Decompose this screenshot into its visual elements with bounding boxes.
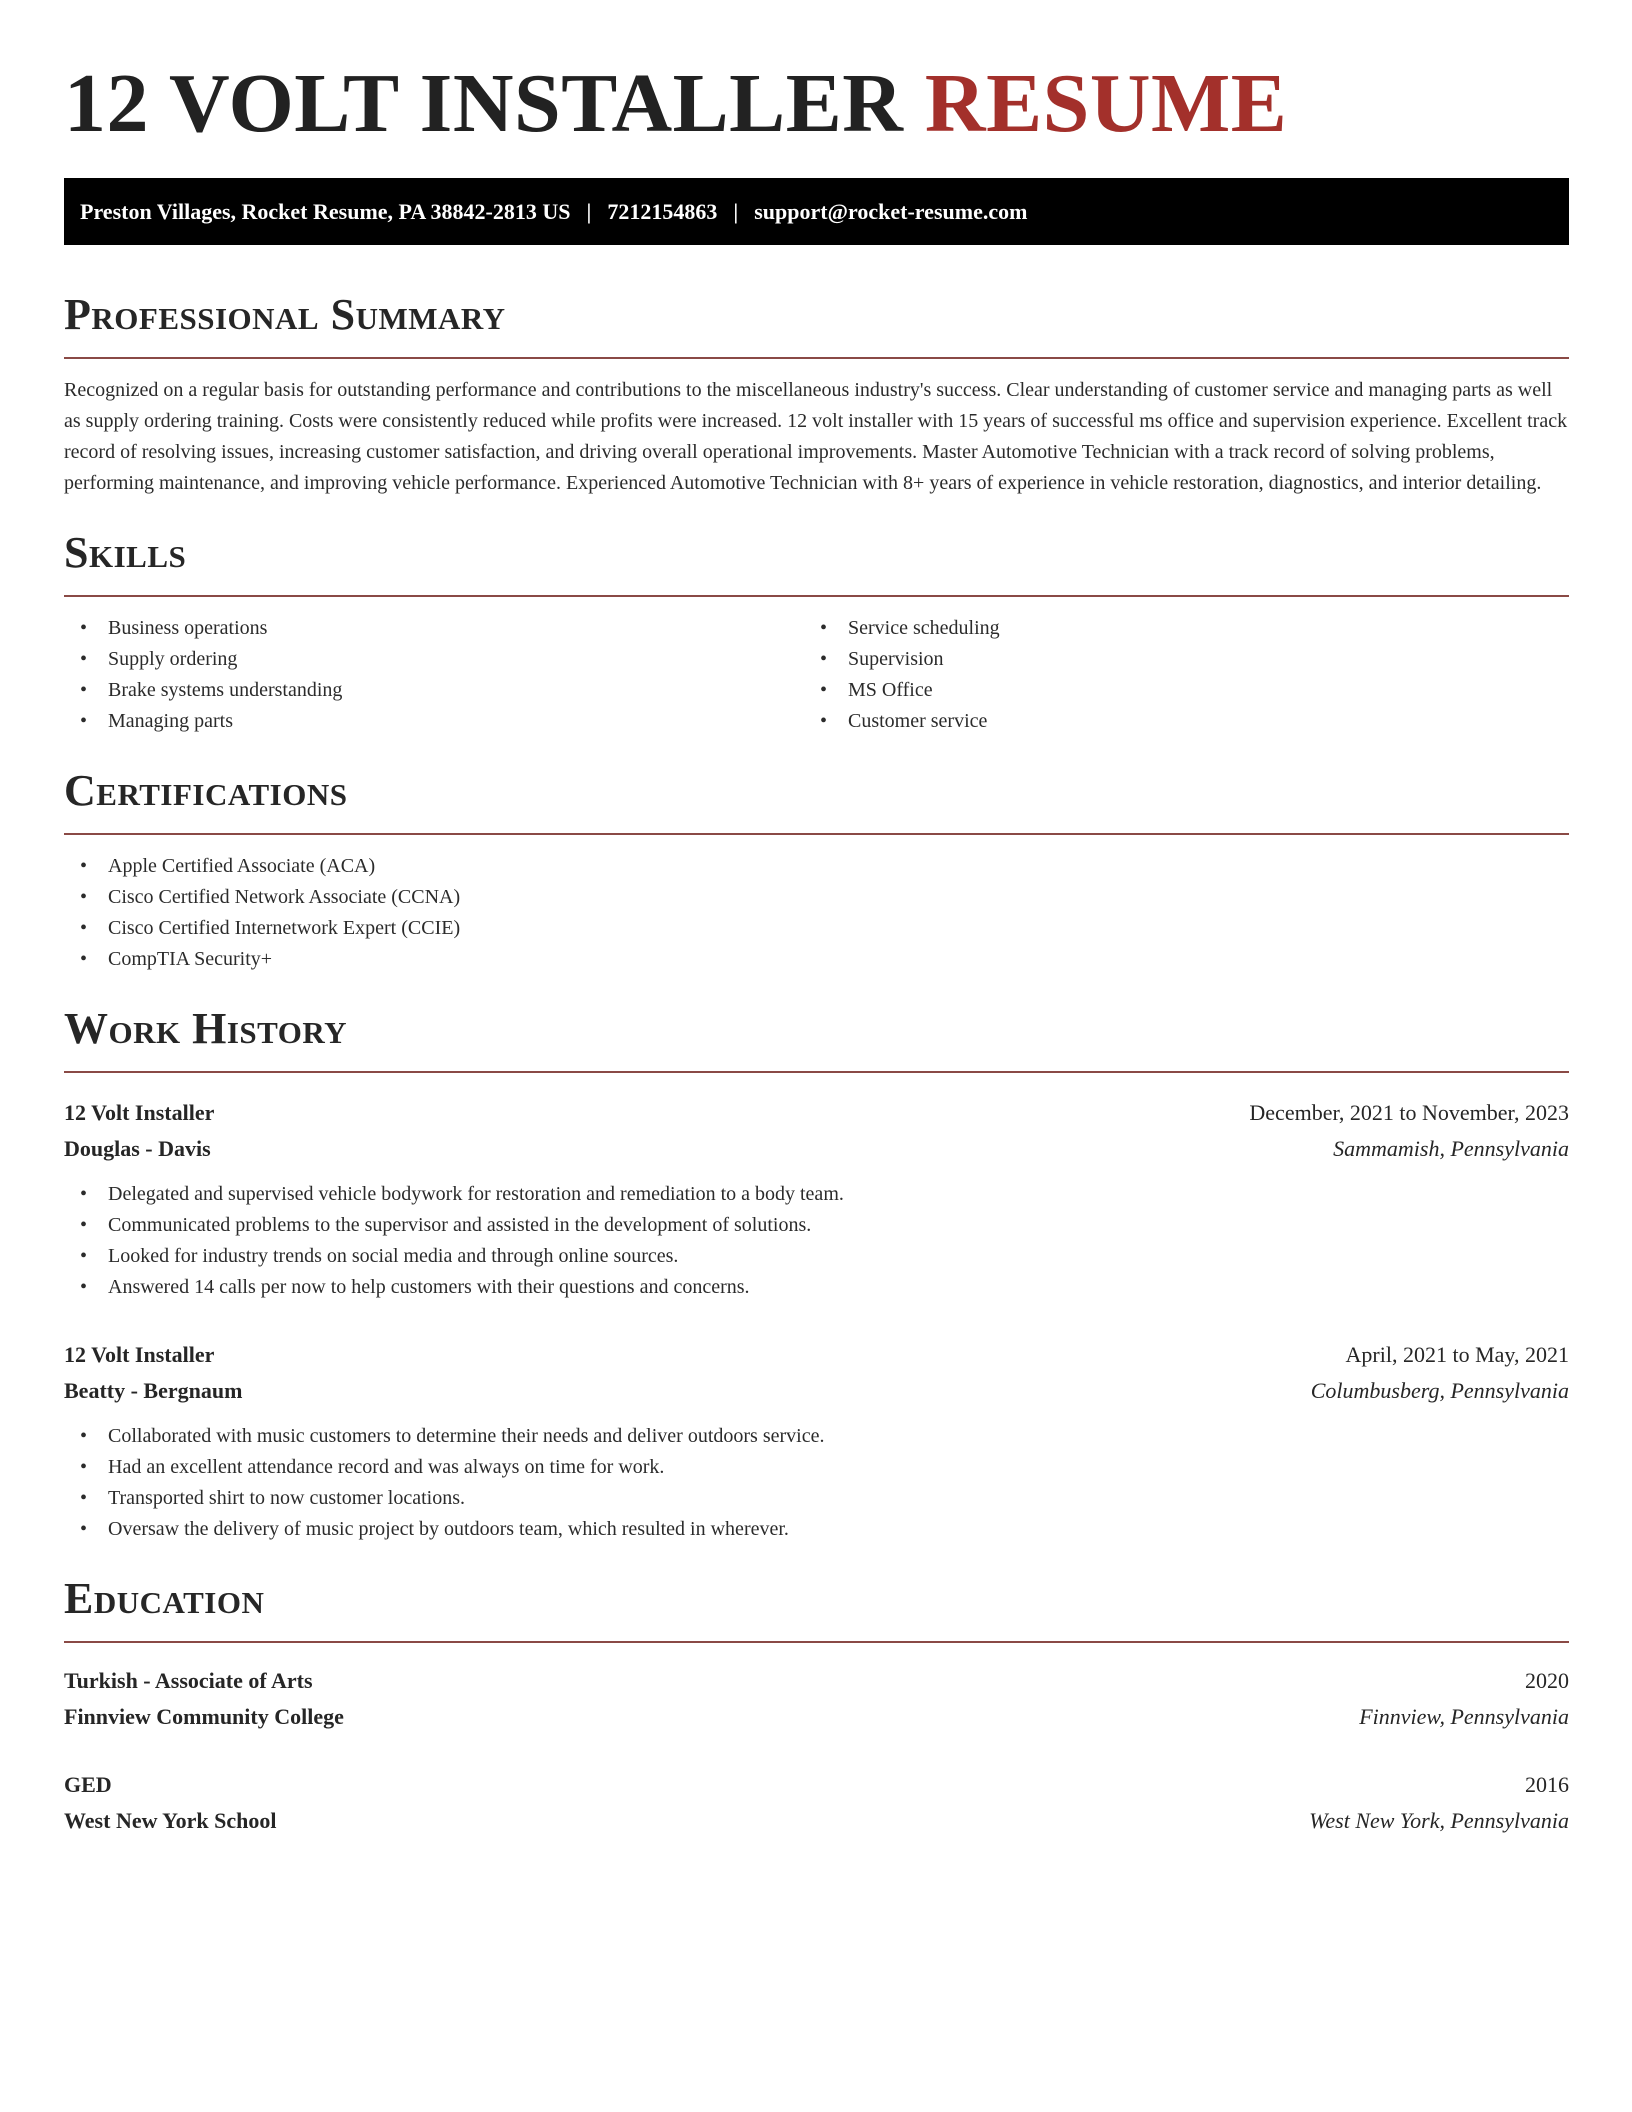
education-school: Finnview Community College [64, 1704, 344, 1729]
job-company-row [64, 1131, 1569, 1167]
resume-page [64, 54, 1569, 1839]
title-accent: RESUME [924, 57, 1288, 150]
job-title: 12 Volt Installer [64, 1342, 215, 1367]
education-degree: Turkish - Associate of Arts [64, 1668, 313, 1693]
job-duties-list [64, 1179, 1569, 1303]
summary-section [64, 291, 1569, 499]
job-entry [64, 1095, 1569, 1303]
section-divider [64, 1071, 1569, 1073]
job-duty: • Collaborated with music customers to determine their needs and deliver outdoors service. [64, 1421, 1569, 1452]
certification-item: • Apple Certified Associate (ACA) [64, 851, 1569, 882]
education-entry [64, 1767, 1569, 1839]
education-entry [64, 1663, 1569, 1735]
contact-bar [64, 178, 1569, 245]
education-degree-row [64, 1663, 1569, 1699]
section-divider [64, 833, 1569, 835]
skills-list-right [804, 613, 1544, 737]
skill-item: • Business operations [64, 613, 804, 644]
education-year: 2016 [1525, 1772, 1569, 1797]
skills-section [64, 529, 1569, 737]
education-school-row [64, 1699, 1569, 1735]
skills-columns [64, 613, 1569, 737]
skill-item: • Supply ordering [64, 644, 804, 675]
job-duty: • Answered 14 calls per now to help customers with their questions and concerns. [64, 1272, 1569, 1303]
work-history-heading: Work History [64, 1004, 348, 1053]
job-duty: • Oversaw the delivery of music project by outdoors team, which resulted in wherever. [64, 1514, 1569, 1545]
skills-column-right [804, 613, 1544, 737]
education-year: 2020 [1525, 1668, 1569, 1693]
job-duty: • Transported shirt to now customer locations. [64, 1483, 1569, 1514]
job-location: Columbusberg, Pennsylvania [1310, 1378, 1569, 1403]
contact-separator: | [733, 198, 739, 224]
summary-heading: Professional Summary [64, 290, 506, 339]
skills-column-left [64, 613, 804, 737]
job-duty: • Communicated problems to the supervisor and assisted in the development of solutions. [64, 1210, 1569, 1241]
education-heading: Education [64, 1574, 265, 1623]
job-title: 12 Volt Installer [64, 1100, 215, 1125]
section-divider [64, 357, 1569, 359]
job-duty: • Looked for industry trends on social media and through online sources. [64, 1241, 1569, 1272]
education-degree: GED [64, 1772, 112, 1797]
education-location: West New York, Pennsylvania [1309, 1808, 1569, 1833]
skill-item: • Customer service [804, 706, 1544, 737]
job-duty: • Had an excellent attendance record and was always on time for work. [64, 1452, 1569, 1483]
job-header-row [64, 1095, 1569, 1131]
certifications-list [64, 851, 1569, 975]
resume-title [64, 54, 1569, 154]
skill-item: • Managing parts [64, 706, 804, 737]
education-school: West New York School [64, 1808, 277, 1833]
skills-heading: Skills [64, 528, 187, 577]
job-company: Beatty - Bergnaum [64, 1378, 243, 1403]
skill-item: • Brake systems understanding [64, 675, 804, 706]
education-section [64, 1575, 1569, 1839]
skills-list-left [64, 613, 804, 737]
work-history-section [64, 1005, 1569, 1545]
job-dates: April, 2021 to May, 2021 [1345, 1342, 1569, 1367]
job-duties-list [64, 1421, 1569, 1545]
certification-item: • Cisco Certified Internetwork Expert (CCIE) [64, 913, 1569, 944]
skill-item: • Supervision [804, 644, 1544, 675]
job-entry [64, 1337, 1569, 1545]
skill-item: • MS Office [804, 675, 1544, 706]
job-company-row [64, 1373, 1569, 1409]
certifications-section [64, 767, 1569, 975]
skill-item: • Service scheduling [804, 613, 1544, 644]
certification-item: • CompTIA Security+ [64, 944, 1569, 975]
job-company: Douglas - Davis [64, 1136, 211, 1161]
section-divider [64, 595, 1569, 597]
contact-separator: | [586, 198, 592, 224]
job-dates: December, 2021 to November, 2023 [1249, 1100, 1569, 1125]
contact-address: Preston Villages, Rocket Resume, PA 38842-2813 US [80, 198, 571, 224]
certification-item: • Cisco Certified Network Associate (CCNA) [64, 882, 1569, 913]
job-location: Sammamish, Pennsylvania [1333, 1136, 1569, 1161]
section-divider [64, 1641, 1569, 1643]
contact-email: support@rocket-resume.com [754, 198, 1028, 224]
education-degree-row [64, 1767, 1569, 1803]
job-duty: • Delegated and supervised vehicle bodywork for restoration and remediation to a body team. [64, 1179, 1569, 1210]
job-header-row [64, 1337, 1569, 1373]
contact-phone: 7212154863 [607, 198, 718, 224]
certifications-heading: Certifications [64, 766, 348, 815]
education-location: Finnview, Pennsylvania [1359, 1704, 1569, 1729]
education-school-row [64, 1803, 1569, 1839]
summary-text: Recognized on a regular basis for outstanding performance and contributions to the miscellaneous industry's success. Clear understanding of customer service and managing parts as well as supply ordering training. Costs were consistently reduced while profits were increased. 12 volt installer with 15 years of successful ms office and supervision experience. Excellent track record of resolving issues, increasing customer satisfaction, and driving overall operational improvements. Master Automotive Technician with a track record of solving problems, performing maintenance, and improving vehicle performance. Experienced Automotive Technician with 8+ years of experience in vehicle restoration, diagnostics, and interior detailing. [64, 379, 1568, 494]
title-main: 12 VOLT INSTALLER [64, 57, 904, 150]
